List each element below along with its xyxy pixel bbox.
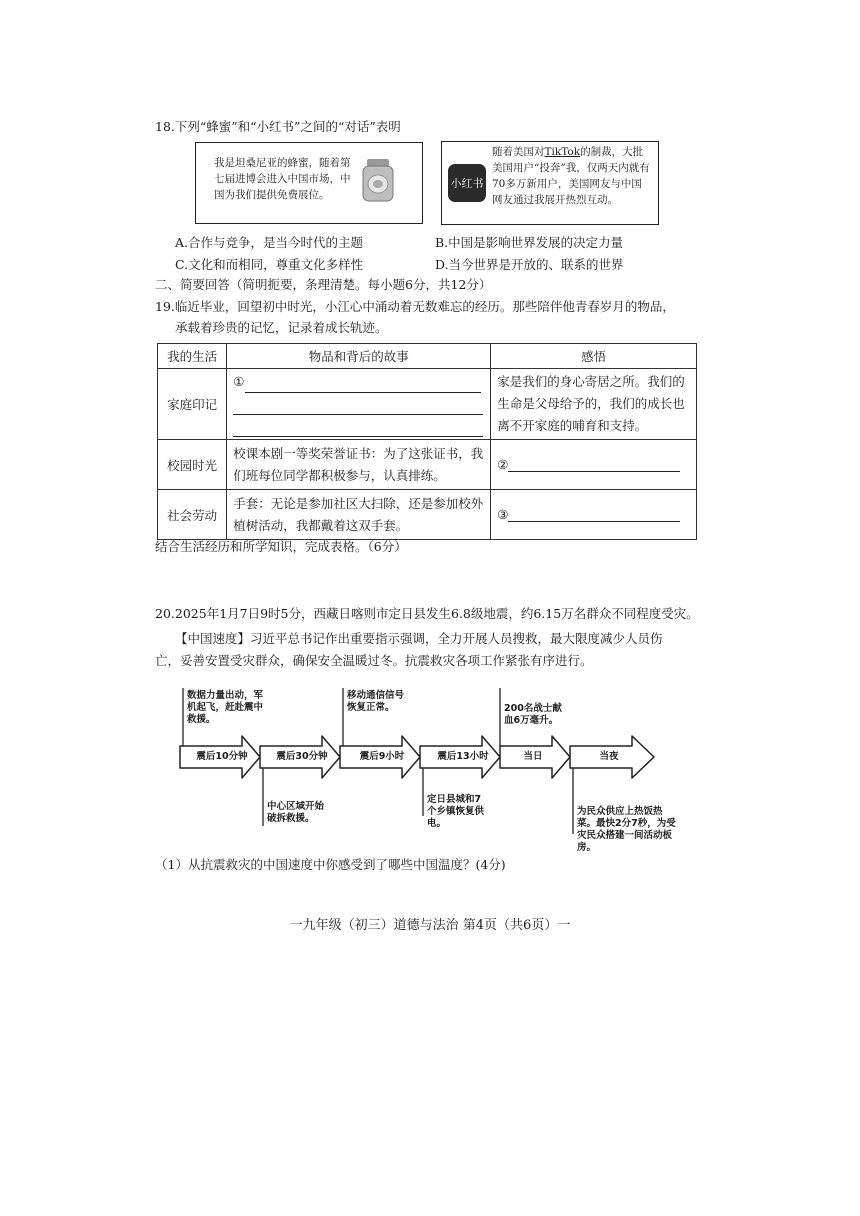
q19-intro-line2: 承载着珍贵的记忆，记录着成长轨迹。: [175, 320, 388, 335]
row-family-life: 家庭印记: [158, 369, 227, 440]
xhs-text-after: 的制裁，大批美国用户“投奔”我，仅两天内就有70多万新用户，美国网友与中国网友通过我展开热烈互动。: [492, 146, 650, 206]
table-row: [158, 369, 697, 440]
table-header-insight: 感悟: [491, 344, 697, 369]
section2-title: 二、简要回答（简明扼要，条理清楚。每小题6分，共12分）: [155, 277, 492, 292]
blank-marker-2: ②: [497, 457, 509, 472]
q20-material-line2: 亡，妥善安置受灾群众，确保安全温暖过冬。抗震救灾各项工作紧张有序进行。: [155, 653, 593, 668]
xiaohongshu-text: [492, 144, 652, 208]
row-labor-life: 社会劳动: [158, 490, 227, 540]
table-row: [158, 490, 697, 540]
honey-dialogue-box: [195, 142, 423, 224]
q19-intro-line1: 19.临近毕业，回望初中时光，小江心中涌动着无数难忘的经历。那些陪伴他青春岁月的物品，: [155, 299, 675, 314]
q18-option-d: D.当今世界是开放的、联系的世界: [435, 257, 624, 272]
table-row: [158, 440, 697, 490]
table-header-life: 我的生活: [158, 344, 227, 369]
timeline-time-5: 当日: [523, 751, 543, 762]
row-school-life: 校园时光: [158, 440, 227, 490]
timeline-note-5: 200名战士献血6万毫升。: [504, 703, 562, 726]
timeline-note-1: 数据力量出动，军机起飞，赶赴震中救援。: [187, 690, 264, 725]
q18-option-c: C.文化和而相同，尊重文化多样性: [175, 257, 364, 272]
honey-jar-icon: [359, 157, 397, 203]
xiaohongshu-dialogue-box: [441, 141, 659, 225]
timeline-note-2: 中心区域开始破拆救援。: [267, 801, 325, 824]
timeline-time-3: 震后9小时: [359, 751, 405, 762]
q19-table: [157, 343, 697, 540]
answer-blank-2[interactable]: [508, 459, 680, 472]
answer-blank-1a[interactable]: [245, 380, 481, 393]
answer-blank-1b[interactable]: [233, 402, 483, 415]
answer-blank-1c[interactable]: [233, 424, 483, 437]
row-labor-story: 手套：无论是参加社区大扫除，还是参加校外植树活动，我都戴着这双手套。: [227, 490, 491, 540]
q18-title: 18.下列“蜂蜜”和“小红书”之间的“对话”表明: [155, 119, 401, 134]
q20-material-line1: 【中国速度】习近平总书记作出重要指示强调，全力开展人员搜救，最大限度减少人员伤: [175, 631, 663, 646]
honey-text: 我是坦桑尼亚的蜂蜜，随着第七届进博会进入中国市场，中国为我们提供免费展位。: [214, 157, 351, 201]
q19-instruction: 结合生活经历和所学知识，完成表格。（6分）: [155, 539, 407, 554]
timeline-note-6: 为民众供应上热饭热菜。最快2分7秒，为受灾民众搭建一间活动板房。: [577, 806, 676, 853]
q18-option-a: A.合作与竞争，是当今时代的主题: [175, 235, 364, 250]
xiaohongshu-icon-label: 小红书: [450, 177, 484, 190]
q20-sub1: （1）从抗震救灾的中国速度中你感受到了哪些中国温度？(4分): [155, 857, 506, 872]
page-footer: 一九年级（初三）道德与法治 第4页（共6页）一: [289, 918, 571, 933]
blank-marker-3: ③: [497, 507, 509, 522]
table-header-row: [158, 344, 697, 369]
timeline-time-1: 震后10分钟: [196, 751, 248, 762]
q18-option-b: B.中国是影响世界发展的决定力量: [435, 235, 624, 250]
timeline-note-4: 定日县城和7个乡镇恢复供电。: [427, 794, 485, 829]
answer-blank-3[interactable]: [508, 509, 680, 522]
row-school-insight: [491, 440, 697, 490]
table-header-story: 物品和背后的故事: [227, 344, 491, 369]
timeline-note-3: 移动通信信号恢复正常。: [347, 690, 405, 713]
tiktok-word: TikTok: [544, 146, 581, 158]
row-family-insight: 家是我们的身心寄居之所。我们的生命是父母给予的，我们的成长也离不开家庭的哺育和支持。: [491, 369, 697, 440]
timeline-time-6: 当夜: [599, 751, 619, 762]
timeline-time-4: 震后13小时: [437, 751, 489, 762]
row-school-story: 校课本剧一等奖荣誉证书：为了这张证书，我们班每位同学都积极参与，认真排练。: [227, 440, 491, 490]
row-labor-insight: [491, 490, 697, 540]
timeline-time-2: 震后30分钟: [276, 751, 328, 762]
xhs-text-before: 随着美国对: [492, 146, 545, 158]
blank-marker-1: ①: [233, 374, 245, 389]
xiaohongshu-app-icon: [448, 164, 486, 202]
q20-intro: 20.2025年1月7日9时5分，西藏日喀则市定日县发生6.8级地震，约6.15万名群众不同程度受灾。: [155, 606, 699, 621]
row-family-story: [227, 369, 491, 440]
